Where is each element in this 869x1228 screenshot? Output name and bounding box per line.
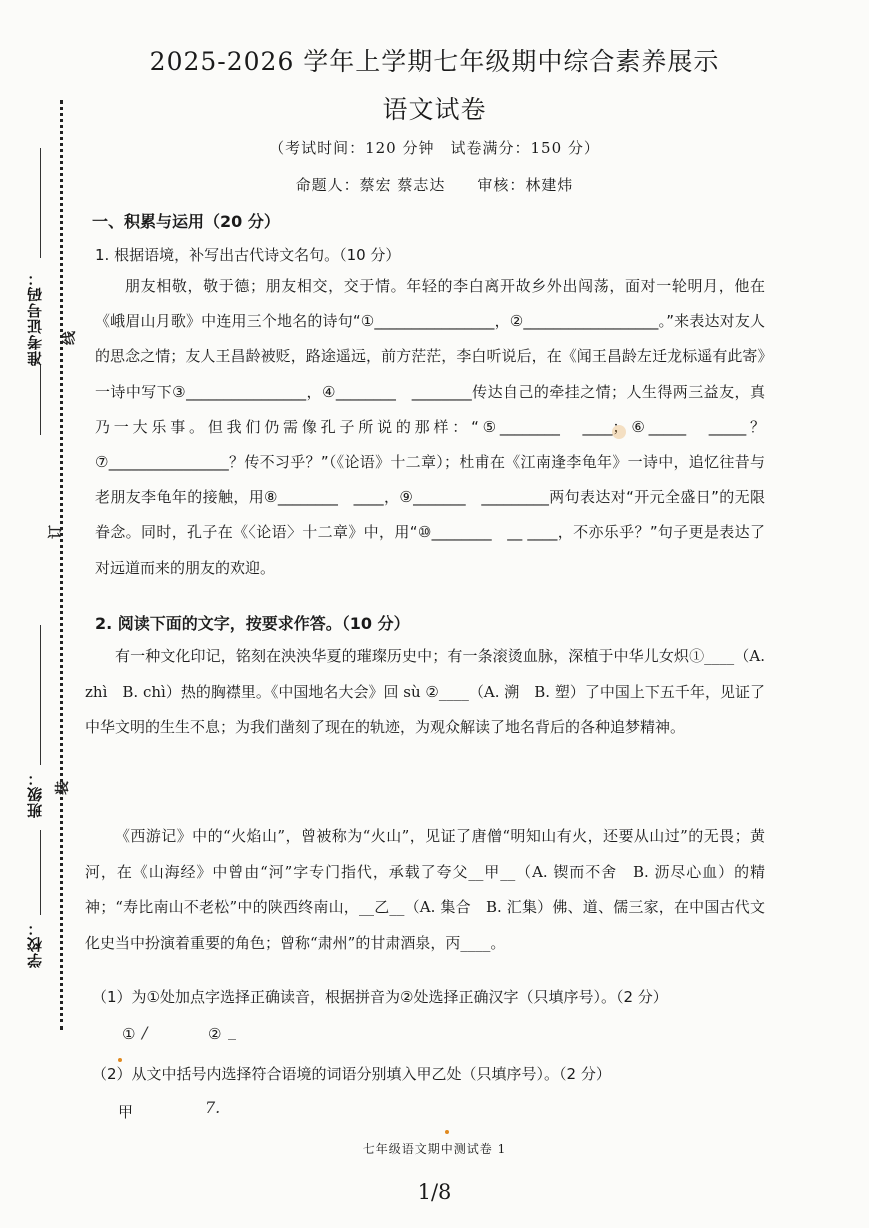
exam-subtitle: 语文试卷 [382, 95, 487, 124]
class-line-lower [40, 830, 41, 915]
question-1-stem: 1. 根据语境，补写出古代诗文名句。（10 分） [95, 246, 401, 264]
pen-mark [118, 1058, 122, 1062]
handwritten-answer-1: / [142, 1023, 148, 1042]
exam-no-line [40, 148, 41, 258]
footer-caption: 七年级语文期中测试卷 1 [362, 1142, 507, 1156]
seal-char-zhuang: 装 [55, 781, 71, 795]
question-2-stem: 2. 阅读下面的文字，按要求作答。（10 分） [95, 614, 410, 633]
binding-dotted-line [60, 100, 63, 1030]
question-1-body: 朋友相敬，敬于德；朋友相交，交于情。年轻的李白离开故乡外出闯荡，面对一轮明月，他在《峨眉山月歌》中连用三个地名的诗句“①________________，②__________________。”来表达对友人的思念之情；友人王昌龄被贬，路途遥远，前方茫茫，李白听说后，在《闻王昌龄左迁龙标遥有此寄》一诗中写下③________________，④________ ________传达自己的牵挂之情；人生得两三益友，真乃一大乐事。但我们仍需像孔子所说的那样：“⑤________ ____；⑥_____ _____？⑦________________？传不习乎？”（《论语》十二章）；杜甫在《江南逢李龟年》一诗中，追忆往昔与老朋友李龟年的接触，用⑧________ ____，⑨_______ _________两句表达对“开元全盛日”的无限眷念。同时，孔子在《〈论语〉十二章》中，用“⑩________ __ ____，不亦乐乎？”句子更是表达了对远道而来的朋友的欢迎。 [95, 277, 765, 577]
answer-slot-2: ② [208, 1025, 222, 1043]
sub-question-1: （1）为①处加点字选择正确读音，根据拼音为②处选择正确汉字（只填序号）。（2 分） [92, 988, 668, 1006]
school-label: 学校： [26, 920, 44, 968]
answer-slot-1: ① [122, 1025, 136, 1043]
exam-title: 2025-2026 学年上学期七年级期中综合素养展示 [149, 47, 720, 76]
class-label: 班级： [26, 770, 44, 818]
exam-no-line-lower [40, 365, 41, 435]
pen-mark [445, 1130, 449, 1134]
handwritten-answer-jia: 7. [205, 1098, 221, 1117]
seal-char-xian: 线 [62, 331, 78, 345]
answer-label-jia: 甲 [118, 1103, 134, 1121]
section-heading: 一、积累与运用（20 分） [92, 212, 280, 231]
exam-authors: 命题人：蔡宏 蔡志达 审核：林建炜 [295, 176, 574, 194]
seal-char-ding: 订 [48, 525, 64, 539]
pen-mark [612, 425, 626, 439]
page-number: 1/8 [417, 1180, 452, 1204]
handwritten-answer-2: _ [228, 1021, 236, 1040]
question-2-paragraph-1: 有一种文化印记，铭刻在泱泱华夏的璀璨历史中；有一条滚烫血脉，深植于中华儿女炽①____（A. zhì B. chì）热的胸襟里。《中国地名大会》回 sù ②____（A. 溯 B. 塑）了中国上下五千年，见证了中华文明的生生不息；为我们凿刻了现在的轨迹，为观众解读了地名背后的各种追梦精神。 [85, 647, 765, 736]
class-line [40, 625, 41, 765]
sub-question-2: （2）从文中括号内选择符合语境的词语分别填入甲乙处（只填序号）。（2 分） [92, 1065, 611, 1083]
exam-no-label: 准考证号码： [26, 270, 44, 366]
exam-info: （考试时间：120 分钟 试卷满分：150 分） [269, 139, 600, 157]
question-2-paragraph-2: 《西游记》中的“火焰山”，曾被称为“火山”，见证了唐僧“明知山有火，还要从山过”的无畏；黄河，在《山海经》中曾由“河”字专门指代，承载了夸父__甲__（A. 锲而不舍 B. 沥尽心血）的精神；“寿比南山不老松”中的陕西终南山，__乙__（A. 集合 B. 汇集）佛、道、儒三家，在中国古代文化史当中扮演着重要的角色；曾称“肃州”的甘肃酒泉，丙____。 [85, 827, 765, 952]
